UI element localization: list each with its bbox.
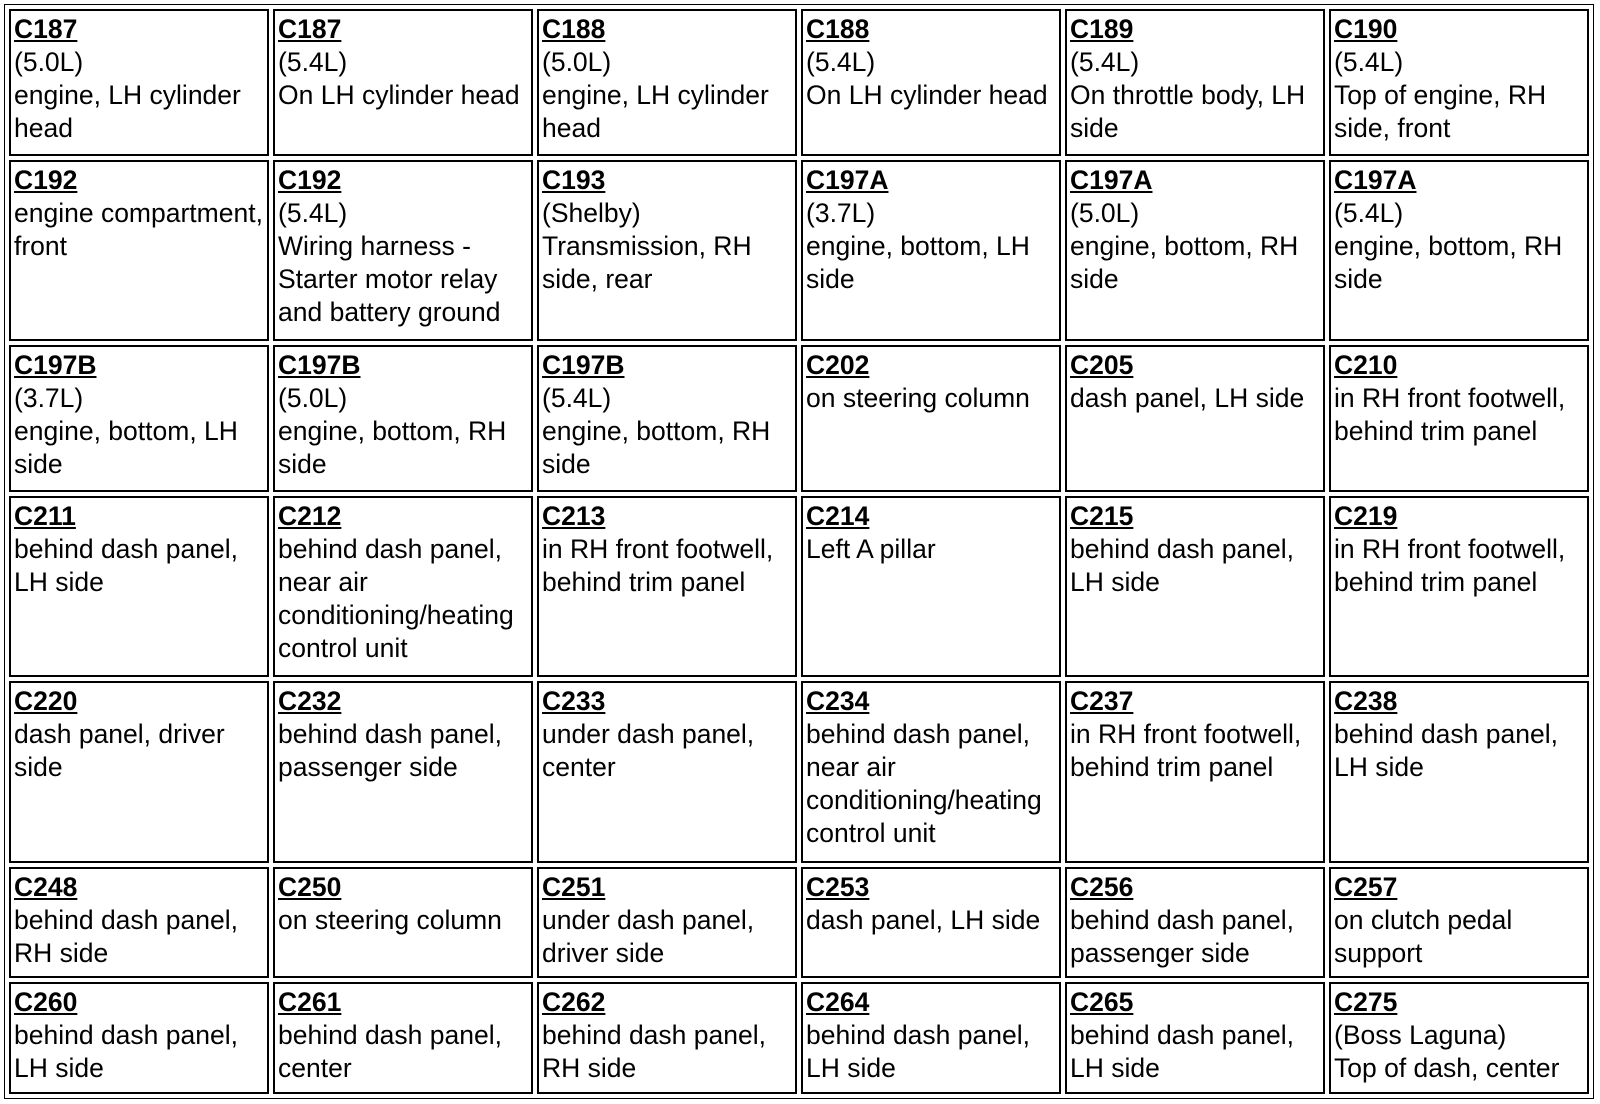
connector-cell: [1065, 345, 1325, 492]
table-row: [9, 9, 1589, 156]
connector-cell: [9, 345, 269, 492]
connector-cell: [9, 681, 269, 863]
connector-code: C238: [1334, 686, 1398, 717]
connector-code: C250: [278, 871, 342, 902]
connector-cell: [801, 867, 1061, 979]
connector-code: C188: [806, 14, 870, 44]
connector-cell: [9, 982, 269, 1094]
connector-variant: (5.4L): [1070, 47, 1140, 77]
connector-cell: [1065, 160, 1325, 342]
connector-code: C197B: [542, 350, 625, 381]
connector-location: behind dash panel, near air conditioning/heating control unit: [278, 533, 514, 663]
connector-cell: [9, 160, 269, 342]
connector-cell: [1065, 681, 1325, 863]
connector-location: in RH front footwell, behind trim panel: [542, 533, 774, 597]
connector-cell: [1329, 982, 1589, 1094]
connector-cell: [273, 9, 533, 156]
connector-cell: [801, 9, 1061, 156]
connector-code: C189: [1070, 14, 1134, 44]
connector-variant: (3.7L): [806, 197, 876, 228]
connector-code: C188: [542, 14, 606, 44]
connector-location: Top of engine, RH side, front: [1334, 80, 1547, 143]
connector-code: C220: [14, 686, 78, 717]
connector-code: C234: [806, 686, 870, 717]
connector-code: C256: [1070, 871, 1134, 902]
connector-cell: [537, 160, 797, 342]
connector-variant: (3.7L): [14, 383, 84, 414]
connector-location: in RH front footwell, behind trim panel: [1070, 719, 1302, 783]
connector-code: C248: [14, 871, 78, 902]
connector-location: behind dash panel, LH side: [806, 1020, 1030, 1084]
connector-location: behind dash panel, LH side: [14, 1020, 238, 1084]
connector-variant: (5.0L): [1070, 197, 1140, 228]
connector-code: C187: [278, 14, 342, 44]
connector-location: engine, bottom, RH side: [278, 416, 507, 480]
connector-location: engine, bottom, LH side: [14, 416, 238, 480]
connector-code: C261: [278, 987, 342, 1018]
table-row: [9, 160, 1589, 342]
connector-code: C197B: [278, 350, 361, 381]
connector-cell: [9, 9, 269, 156]
connector-location: behind dash panel, LH side: [1334, 719, 1558, 783]
table-row: [9, 345, 1589, 492]
connector-cell: [1065, 496, 1325, 678]
connector-code: C260: [14, 987, 78, 1018]
connector-variant: (5.4L): [1334, 197, 1404, 228]
connector-location: behind dash panel, RH side: [14, 904, 238, 968]
connector-cell: [273, 982, 533, 1094]
connector-cell: [273, 160, 533, 342]
connector-code: C197A: [1334, 164, 1417, 195]
connector-location: behind dash panel, center: [278, 1020, 502, 1084]
connector-cell: [537, 681, 797, 863]
connector-cell: [537, 345, 797, 492]
connector-code: C192: [14, 164, 78, 195]
connector-location: on clutch pedal support: [1334, 904, 1513, 968]
connector-cell: [273, 867, 533, 979]
connector-variant: (Shelby): [542, 197, 641, 228]
connector-location: Wiring harness - Starter motor relay and battery ground: [278, 230, 501, 327]
connector-location: engine compartment, front: [14, 197, 263, 261]
table-row: [9, 681, 1589, 863]
connector-cell: [273, 681, 533, 863]
connector-variant: (5.0L): [14, 47, 84, 77]
connector-location: behind dash panel, passenger side: [1070, 904, 1294, 968]
connector-code: C193: [542, 164, 606, 195]
connector-code: C275: [1334, 987, 1398, 1018]
connector-cell: [801, 496, 1061, 678]
connector-cell: [1065, 867, 1325, 979]
connector-cell: [801, 160, 1061, 342]
connector-location: behind dash panel, LH side: [14, 533, 238, 597]
connector-cell: [1329, 496, 1589, 678]
connector-cell: [801, 982, 1061, 1094]
connector-location: behind dash panel, passenger side: [278, 719, 502, 783]
table-row: [9, 982, 1589, 1094]
connector-variant: (5.4L): [806, 47, 876, 77]
connector-location: engine, bottom, RH side: [542, 416, 771, 480]
connector-location: dash panel, driver side: [14, 719, 225, 783]
table-row: [9, 867, 1589, 979]
connector-code: C192: [278, 164, 342, 195]
connector-variant: (5.4L): [542, 383, 612, 414]
connector-variant: (5.4L): [278, 197, 348, 228]
connector-location: Transmission, RH side, rear: [542, 230, 752, 294]
connector-location: On LH cylinder head: [806, 80, 1048, 110]
connector-cell: [801, 681, 1061, 863]
connector-location: behind dash panel, LH side: [1070, 533, 1294, 597]
connector-code: C265: [1070, 987, 1134, 1018]
connector-location: engine, bottom, LH side: [806, 230, 1030, 294]
connector-location: under dash panel, driver side: [542, 904, 755, 968]
connector-table-body: [9, 9, 1589, 1094]
connector-location: behind dash panel, RH side: [542, 1020, 766, 1084]
connector-location: engine, bottom, RH side: [1334, 230, 1563, 294]
connector-code: C205: [1070, 350, 1134, 381]
connector-cell: [1065, 982, 1325, 1094]
connector-location: Top of dash, center: [1334, 1053, 1560, 1084]
connector-code: C212: [278, 500, 342, 531]
connector-location: in RH front footwell, behind trim panel: [1334, 383, 1566, 447]
connector-cell: [1329, 160, 1589, 342]
connector-code: C190: [1334, 14, 1398, 44]
connector-location: dash panel, LH side: [806, 904, 1041, 935]
connector-code: C210: [1334, 350, 1398, 381]
connector-cell: [537, 982, 797, 1094]
connector-code: C219: [1334, 500, 1398, 531]
connector-location: engine, LH cylinder head: [14, 80, 241, 143]
connector-cell: [537, 496, 797, 678]
connector-location: under dash panel, center: [542, 719, 755, 783]
connector-code: C264: [806, 987, 870, 1018]
connector-location: behind dash panel, near air conditioning/heating control unit: [806, 719, 1042, 849]
connector-location: on steering column: [806, 383, 1030, 414]
connector-code: C197A: [806, 164, 889, 195]
connector-variant: (5.0L): [542, 47, 612, 77]
connector-cell: [273, 345, 533, 492]
connector-code: C211: [14, 500, 76, 531]
connector-variant: (5.4L): [278, 47, 348, 77]
connector-cell: [273, 496, 533, 678]
connector-location-table: [4, 4, 1594, 1099]
connector-cell: [1329, 867, 1589, 979]
connector-cell: [9, 496, 269, 678]
connector-code: C197A: [1070, 164, 1153, 195]
connector-variant: (5.4L): [1334, 47, 1404, 77]
connector-location: engine, bottom, RH side: [1070, 230, 1299, 294]
connector-code: C232: [278, 686, 342, 717]
connector-location: in RH front footwell, behind trim panel: [1334, 533, 1566, 597]
connector-location: On LH cylinder head: [278, 80, 520, 110]
connector-code: C187: [14, 14, 78, 44]
connector-code: C202: [806, 350, 870, 381]
connector-cell: [9, 867, 269, 979]
connector-code: C214: [806, 500, 870, 531]
connector-code: C197B: [14, 350, 97, 381]
connector-code: C253: [806, 871, 870, 902]
connector-location: dash panel, LH side: [1070, 383, 1305, 414]
connector-cell: [537, 9, 797, 156]
connector-variant: (Boss Laguna): [1334, 1020, 1507, 1051]
connector-code: C251: [542, 871, 606, 902]
connector-cell: [1065, 9, 1325, 156]
connector-code: C262: [542, 987, 606, 1018]
connector-cell: [537, 867, 797, 979]
connector-location: on steering column: [278, 904, 502, 935]
connector-code: C213: [542, 500, 606, 531]
connector-location: behind dash panel, LH side: [1070, 1020, 1294, 1084]
connector-location: Left A pillar: [806, 533, 936, 564]
connector-cell: [1329, 9, 1589, 156]
table-row: [9, 496, 1589, 678]
connector-code: C233: [542, 686, 606, 717]
connector-code: C237: [1070, 686, 1134, 717]
connector-cell: [1329, 345, 1589, 492]
connector-variant: (5.0L): [278, 383, 348, 414]
connector-cell: [1329, 681, 1589, 863]
connector-location: engine, LH cylinder head: [542, 80, 769, 143]
connector-code: C215: [1070, 500, 1134, 531]
connector-cell: [801, 345, 1061, 492]
connector-location: On throttle body, LH side: [1070, 80, 1306, 143]
connector-code: C257: [1334, 871, 1398, 902]
